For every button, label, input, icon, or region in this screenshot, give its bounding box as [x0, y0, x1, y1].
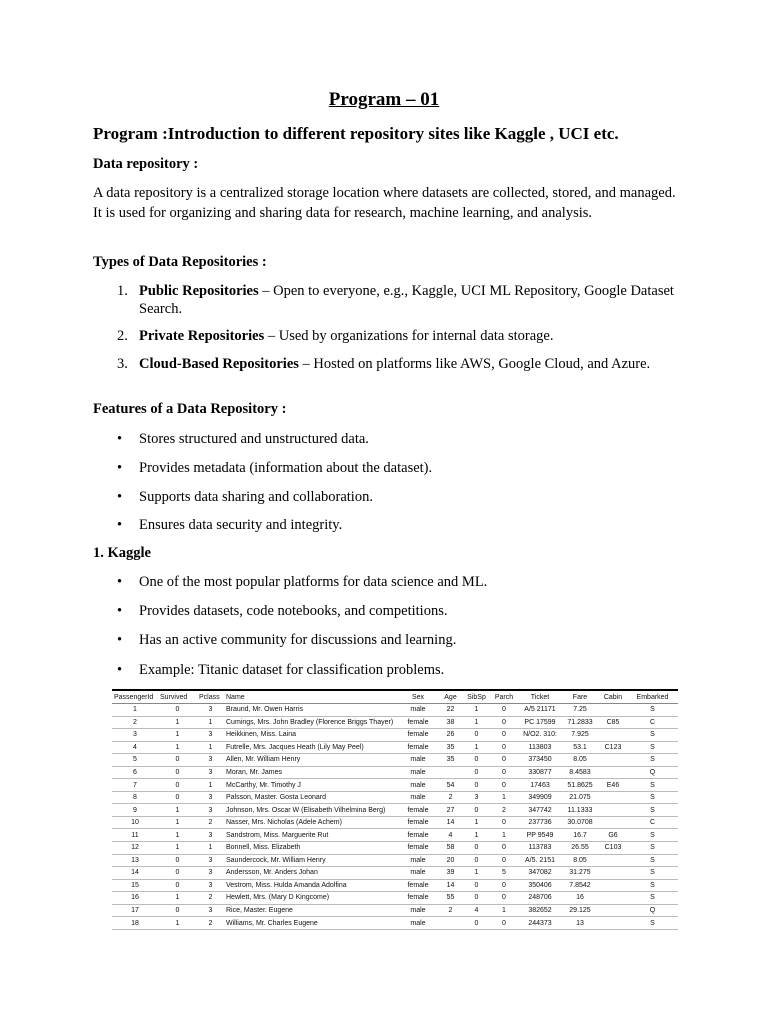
table-cell: 0 — [158, 879, 197, 892]
table-cell: male — [399, 854, 437, 867]
table-cell: 16.7 — [561, 829, 599, 842]
table-cell: C123 — [599, 741, 627, 754]
table-row — [112, 829, 678, 842]
table-cell: 18 — [112, 917, 158, 930]
table-cell: McCarthy, Mr. Timothy J — [224, 779, 399, 792]
table-cell: 1 — [158, 804, 197, 817]
column-header: Parch — [489, 690, 519, 704]
table-cell: 0 — [489, 766, 519, 779]
table-cell: 21.075 — [561, 791, 599, 804]
table-cell: 2 — [197, 816, 224, 829]
column-header: Age — [437, 690, 464, 704]
table-cell: 58 — [437, 842, 464, 855]
table-cell: 0 — [158, 854, 197, 867]
table-cell: S — [627, 791, 678, 804]
table-cell: female — [399, 879, 437, 892]
table-row — [112, 729, 678, 742]
table-cell: male — [399, 779, 437, 792]
table-cell: 2 — [197, 892, 224, 905]
table-cell: 113803 — [519, 741, 561, 754]
table-cell: 53.1 — [561, 741, 599, 754]
table-cell: Moran, Mr. James — [224, 766, 399, 779]
table-cell: 17463 — [519, 779, 561, 792]
table-cell: C103 — [599, 842, 627, 855]
table-cell: 0 — [464, 766, 489, 779]
table-cell: 3 — [197, 879, 224, 892]
table-cell: 3 — [197, 867, 224, 880]
table-cell: 20 — [437, 854, 464, 867]
table-cell: 0 — [158, 867, 197, 880]
table-cell: male — [399, 754, 437, 767]
table-cell: 54 — [437, 779, 464, 792]
table-cell: 5 — [489, 867, 519, 880]
table-cell: female — [399, 892, 437, 905]
table-cell: 38 — [437, 716, 464, 729]
table-cell: 8 — [112, 791, 158, 804]
bullet-icon: • — [117, 662, 123, 678]
table-cell: S — [627, 804, 678, 817]
table-row — [112, 917, 678, 930]
table-cell: 0 — [158, 779, 197, 792]
table-cell: S — [627, 729, 678, 742]
table-cell: 1 — [489, 829, 519, 842]
table-cell: male — [399, 704, 437, 717]
page-title: Program – 01 — [328, 89, 440, 110]
table-cell: 0 — [464, 879, 489, 892]
feature-item: • Supports data sharing and collaboration. — [117, 489, 373, 505]
table-cell — [599, 754, 627, 767]
table-row — [112, 879, 678, 892]
table-cell: 0 — [158, 754, 197, 767]
table-cell: 4 — [437, 829, 464, 842]
table-cell: 0 — [489, 879, 519, 892]
table-cell — [437, 766, 464, 779]
column-header: PassengerId — [112, 690, 158, 704]
table-cell: S — [627, 892, 678, 905]
table-cell: 2 — [197, 917, 224, 930]
table-cell — [599, 804, 627, 817]
table-cell: 0 — [464, 729, 489, 742]
bullet-icon: • — [117, 489, 123, 505]
table-row — [112, 892, 678, 905]
table-cell: 3 — [197, 766, 224, 779]
feature-item: • Stores structured and unstructured data. — [117, 431, 369, 447]
kaggle-item: • Example: Titanic dataset for classification problems. — [117, 662, 445, 678]
table-cell: 1 — [464, 704, 489, 717]
table-cell: S — [627, 917, 678, 930]
table-cell: 1 — [197, 716, 224, 729]
table-cell: Cumings, Mrs. John Bradley (Florence Briggs Thayer) — [224, 716, 399, 729]
table-cell: S — [627, 779, 678, 792]
table-cell: Bonnell, Miss. Elizabeth — [224, 842, 399, 855]
table-cell: 26 — [437, 729, 464, 742]
type-item-private — [117, 327, 677, 345]
column-header: Fare — [561, 690, 599, 704]
table-cell: S — [627, 867, 678, 880]
table-cell: 0 — [489, 741, 519, 754]
table-cell: PP 9549 — [519, 829, 561, 842]
table-cell: male — [399, 917, 437, 930]
table-cell: 1 — [489, 791, 519, 804]
table-cell: 1 — [158, 741, 197, 754]
titanic-table — [112, 689, 678, 930]
kaggle-item: • One of the most popular platforms for data science and ML. — [117, 574, 488, 590]
list-number: 2. — [117, 328, 128, 344]
table-cell: 0 — [489, 854, 519, 867]
table-cell: 1 — [158, 842, 197, 855]
table-cell: 0 — [158, 904, 197, 917]
table-cell: 347742 — [519, 804, 561, 817]
table-cell: 7.925 — [561, 729, 599, 742]
table-cell: 1 — [489, 904, 519, 917]
table-cell — [599, 892, 627, 905]
table-cell: female — [399, 729, 437, 742]
table-row — [112, 754, 678, 767]
table-cell: 3 — [197, 754, 224, 767]
table-cell: 347082 — [519, 867, 561, 880]
table-cell: A/5 21171 — [519, 704, 561, 717]
table-cell: 29.125 — [561, 904, 599, 917]
column-header: SibSp — [464, 690, 489, 704]
table-cell: S — [627, 704, 678, 717]
table-cell: S — [627, 879, 678, 892]
table-cell: female — [399, 716, 437, 729]
table-cell: 30.0708 — [561, 816, 599, 829]
column-header: Sex — [399, 690, 437, 704]
table-cell: 1 — [464, 816, 489, 829]
table-row — [112, 804, 678, 817]
table-cell: S — [627, 842, 678, 855]
table-cell: 0 — [464, 892, 489, 905]
table-cell: 0 — [489, 779, 519, 792]
table-row — [112, 779, 678, 792]
table-cell: male — [399, 867, 437, 880]
table-cell: 349909 — [519, 791, 561, 804]
table-cell: C — [627, 716, 678, 729]
table-cell: Palsson, Master. Gosta Leonard — [224, 791, 399, 804]
table-cell: 3 — [197, 829, 224, 842]
table-cell: 0 — [489, 754, 519, 767]
table-cell: Saundercock, Mr. William Henry — [224, 854, 399, 867]
table-cell — [599, 917, 627, 930]
table-cell: 1 — [158, 892, 197, 905]
table-cell: 7.25 — [561, 704, 599, 717]
table-cell: 0 — [464, 854, 489, 867]
table-cell: 0 — [464, 754, 489, 767]
table-cell: female — [399, 741, 437, 754]
table-cell — [599, 791, 627, 804]
table-header-row — [112, 690, 678, 704]
titanic-table-image — [112, 689, 678, 930]
table-cell: male — [399, 791, 437, 804]
table-cell: 27 — [437, 804, 464, 817]
table-cell: 71.2833 — [561, 716, 599, 729]
table-cell: female — [399, 816, 437, 829]
bullet-icon: • — [117, 460, 123, 476]
kaggle-heading: 1. Kaggle — [93, 545, 151, 561]
table-cell: 0 — [464, 917, 489, 930]
table-cell: N/O2. 310: — [519, 729, 561, 742]
table-cell: 2 — [489, 804, 519, 817]
table-cell — [599, 854, 627, 867]
column-header: Name — [224, 690, 399, 704]
column-header: Cabin — [599, 690, 627, 704]
list-item-bold: Private Repositories — [139, 328, 265, 344]
type-item-cloud — [117, 355, 677, 373]
table-cell: male — [399, 766, 437, 779]
table-cell: S — [627, 741, 678, 754]
table-body — [112, 704, 678, 930]
table-cell: 0 — [158, 791, 197, 804]
table-cell: 6 — [112, 766, 158, 779]
table-cell: 0 — [489, 816, 519, 829]
table-cell: 16 — [561, 892, 599, 905]
table-cell: 14 — [437, 879, 464, 892]
table-cell: 7.8542 — [561, 879, 599, 892]
table-cell: 248706 — [519, 892, 561, 905]
program-subtitle: Program :Introduction to different repository sites like Kaggle , UCI etc. — [93, 124, 619, 143]
table-cell: 1 — [464, 741, 489, 754]
table-cell: 1 — [158, 917, 197, 930]
table-cell: Williams, Mr. Charles Eugene — [224, 917, 399, 930]
table-cell: 7 — [112, 779, 158, 792]
table-cell: 0 — [158, 766, 197, 779]
table-cell: C85 — [599, 716, 627, 729]
table-row — [112, 867, 678, 880]
table-cell: 0 — [489, 892, 519, 905]
table-cell: A/5. 2151 — [519, 854, 561, 867]
table-cell — [599, 816, 627, 829]
list-item-bold: Public Repositories — [139, 283, 259, 299]
table-row — [112, 842, 678, 855]
table-cell: C — [627, 816, 678, 829]
table-cell: 2 — [437, 791, 464, 804]
table-row — [112, 741, 678, 754]
table-cell: 26.55 — [561, 842, 599, 855]
table-cell: 1 — [158, 729, 197, 742]
table-cell: 13 — [112, 854, 158, 867]
data-repository-paragraph: A data repository is a centralized storage location where datasets are collected, stored, and managed. It is used for organizing and sharing data for research, machine learning, and analysis. — [93, 185, 676, 221]
table-cell: PC 17599 — [519, 716, 561, 729]
column-header: Survived — [158, 690, 197, 704]
table-cell — [599, 879, 627, 892]
table-cell: 9 — [112, 804, 158, 817]
table-cell: female — [399, 804, 437, 817]
table-cell: 1 — [158, 816, 197, 829]
table-cell: female — [399, 842, 437, 855]
list-number: 1. — [117, 283, 128, 299]
bullet-icon: • — [117, 517, 123, 533]
table-cell: 1 — [197, 741, 224, 754]
bullet-icon: • — [117, 431, 123, 447]
table-cell: 373450 — [519, 754, 561, 767]
table-cell: 35 — [437, 741, 464, 754]
table-cell: 3 — [197, 729, 224, 742]
table-cell: 0 — [489, 716, 519, 729]
table-cell: Johnson, Mrs. Oscar W (Elisabeth Vilhelmina Berg) — [224, 804, 399, 817]
table-cell: S — [627, 829, 678, 842]
table-cell — [437, 917, 464, 930]
table-cell: 3 — [197, 704, 224, 717]
table-cell: 237736 — [519, 816, 561, 829]
feature-item: • Ensures data security and integrity. — [117, 517, 343, 533]
table-cell: 2 — [437, 904, 464, 917]
table-cell: 3 — [197, 904, 224, 917]
table-cell: 0 — [464, 804, 489, 817]
kaggle-item: • Has an active community for discussions and learning. — [117, 632, 457, 648]
table-cell: Heikkinen, Miss. Laina — [224, 729, 399, 742]
table-cell: 113783 — [519, 842, 561, 855]
table-cell: 1 — [464, 867, 489, 880]
table-cell: 1 — [197, 842, 224, 855]
table-cell: 0 — [464, 842, 489, 855]
table-cell: Rice, Master. Eugene — [224, 904, 399, 917]
table-row — [112, 716, 678, 729]
bullet-icon: • — [117, 574, 123, 590]
table-cell: 8.05 — [561, 854, 599, 867]
table-cell: S — [627, 754, 678, 767]
table-cell: 0 — [489, 704, 519, 717]
table-cell: 3 — [197, 791, 224, 804]
table-cell: 0 — [489, 917, 519, 930]
bullet-icon: • — [117, 632, 123, 648]
table-row — [112, 904, 678, 917]
table-cell — [599, 766, 627, 779]
table-cell: 12 — [112, 842, 158, 855]
table-cell: 1 — [464, 829, 489, 842]
column-header: Ticket — [519, 690, 561, 704]
table-cell: 382652 — [519, 904, 561, 917]
table-cell: 330877 — [519, 766, 561, 779]
table-cell — [599, 904, 627, 917]
table-cell: 244373 — [519, 917, 561, 930]
table-cell: 15 — [112, 879, 158, 892]
table-cell: 8.4583 — [561, 766, 599, 779]
table-cell: 5 — [112, 754, 158, 767]
table-row — [112, 854, 678, 867]
table-cell: 4 — [112, 741, 158, 754]
table-cell: 16 — [112, 892, 158, 905]
table-cell: 22 — [437, 704, 464, 717]
table-cell: E46 — [599, 779, 627, 792]
table-cell — [599, 704, 627, 717]
table-cell — [599, 729, 627, 742]
table-cell: Sandstrom, Miss. Marguerite Rut — [224, 829, 399, 842]
table-cell: Allen, Mr. William Henry — [224, 754, 399, 767]
table-cell: G6 — [599, 829, 627, 842]
table-cell: 1 — [197, 779, 224, 792]
table-cell: 10 — [112, 816, 158, 829]
table-cell: 55 — [437, 892, 464, 905]
table-cell: Andersson, Mr. Anders Johan — [224, 867, 399, 880]
table-cell: Braund, Mr. Owen Harris — [224, 704, 399, 717]
table-cell: 8.05 — [561, 754, 599, 767]
table-cell: Q — [627, 904, 678, 917]
column-header: Pclass — [197, 690, 224, 704]
types-heading: Types of Data Repositories : — [93, 254, 267, 270]
table-cell: 1 — [464, 716, 489, 729]
table-cell: 51.8625 — [561, 779, 599, 792]
list-number: 3. — [117, 356, 128, 372]
table-cell: 3 — [197, 854, 224, 867]
table-cell: Futrelle, Mrs. Jacques Heath (Lily May Peel) — [224, 741, 399, 754]
table-cell: 350406 — [519, 879, 561, 892]
kaggle-item: • Provides datasets, code notebooks, and competitions. — [117, 603, 448, 619]
list-item-text: – Open to everyone, e.g., Kaggle, UCI ML Repository, Google Dataset Search. — [139, 283, 674, 317]
table-cell: 0 — [489, 842, 519, 855]
table-cell: male — [399, 904, 437, 917]
bullet-icon: • — [117, 603, 123, 619]
table-cell: female — [399, 829, 437, 842]
table-cell: 39 — [437, 867, 464, 880]
table-cell: 3 — [112, 729, 158, 742]
table-cell: 3 — [464, 791, 489, 804]
table-cell: 0 — [489, 729, 519, 742]
features-heading: Features of a Data Repository : — [93, 401, 287, 417]
table-cell: 0 — [464, 779, 489, 792]
table-cell: 11 — [112, 829, 158, 842]
table-cell: 1 — [112, 704, 158, 717]
table-cell: Q — [627, 766, 678, 779]
table-cell: Hewlett, Mrs. (Mary D Kingcome) — [224, 892, 399, 905]
table-row — [112, 704, 678, 717]
column-header: Embarked — [627, 690, 678, 704]
table-cell: 31.275 — [561, 867, 599, 880]
table-cell: 14 — [112, 867, 158, 880]
data-repository-heading: Data repository : — [93, 156, 199, 172]
table-cell: 2 — [112, 716, 158, 729]
table-cell: 4 — [464, 904, 489, 917]
table-cell: S — [627, 854, 678, 867]
table-row — [112, 791, 678, 804]
table-cell: 13 — [561, 917, 599, 930]
table-cell: 14 — [437, 816, 464, 829]
table-cell: 3 — [197, 804, 224, 817]
table-cell: Nasser, Mrs. Nicholas (Adele Achem) — [224, 816, 399, 829]
feature-item: • Provides metadata (information about the dataset). — [117, 460, 433, 476]
list-item-bold: Cloud-Based Repositories — [139, 356, 299, 372]
list-item-text: – Used by organizations for internal data storage. — [264, 328, 554, 344]
table-cell: Vestrom, Miss. Hulda Amanda Adolfina — [224, 879, 399, 892]
table-row — [112, 816, 678, 829]
table-cell: 35 — [437, 754, 464, 767]
table-row — [112, 766, 678, 779]
table-cell: 17 — [112, 904, 158, 917]
table-cell: 11.1333 — [561, 804, 599, 817]
table-cell: 1 — [158, 716, 197, 729]
list-item-text: – Hosted on platforms like AWS, Google Cloud, and Azure. — [298, 356, 651, 372]
type-item-public — [117, 282, 677, 318]
table-cell: 0 — [158, 704, 197, 717]
table-cell — [599, 867, 627, 880]
table-cell: 1 — [158, 829, 197, 842]
